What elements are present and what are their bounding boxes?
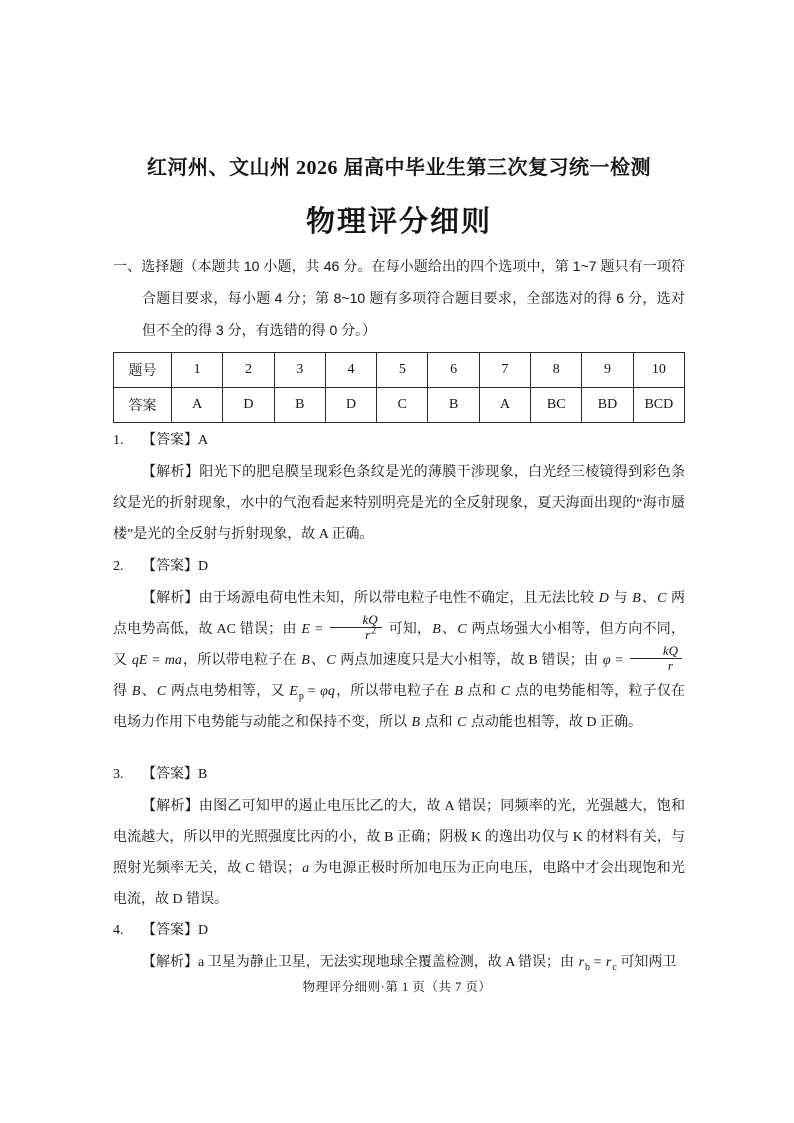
question-number-cell: 8 [531,353,582,388]
analysis-paragraph [113,582,685,738]
answer-line [113,758,685,790]
analysis-label: 【解析】 [142,589,199,605]
answer-label: 【答案】 [142,765,198,781]
answer-cell: A [479,388,530,423]
question-number-cell: 9 [582,353,633,388]
question-2-block [113,550,685,738]
analysis-paragraph [113,946,685,978]
answer-cell: BD [582,388,633,423]
question-number-cell: 3 [274,353,325,388]
question-number-cell: 5 [377,353,428,388]
document-title: 红河州、文山州 2026 届高中毕业生第三次复习统一检测 [147,157,651,179]
answer-value: B [198,767,208,782]
analysis-text: 阳光下的肥皂膜呈现彩色条纹是光的薄膜干涉现象，白光经三棱镜得到彩色条纹是光的折射现象，水中的气泡看起来特别明亮是光的全反射现象，夏天海面出现的“海市蜃楼”是光的全反射与折射现象，故 A 正确。 [113,465,686,542]
analysis-label: 【解析】 [142,797,199,813]
section-heading: 一、选择题（本题共 10 小题，共 46 分。在每小题给出的四个选项中，第 1~7 题只有一项符合题目要求，每小题 4 分；第 8~10 题有多项符合题目要求，全部选对的得 6 分，选对但不全的得 3 分，有选错的得 0 分。） [113,258,685,338]
analysis-paragraph [113,456,685,550]
question-number-cell: 4 [325,353,376,388]
answer-table-answer-row [114,388,685,423]
table-header-label: 题号 [114,353,172,388]
answer-cell: D [325,388,376,423]
question-number-cell: 6 [428,353,479,388]
analysis-label: 【解析】 [142,953,198,969]
answer-label: 【答案】 [142,431,198,447]
analysis-text: 由于场源电荷电性未知，所以带电粒子电性不确定，且无法比较 D 与 B、C 两点电势高低，故 AC 错误；由 E = $\frac{kQ}{r^2}$ 可知，B、C 两点场强大小相等，但方向不同，又 qE = ma，所以带电粒子在 B、C 两点加速度只是大小相等，故 B 错误；由 φ = $\frac{kQ}{r}$ 得 B、C 两点电势相等，又 $E_p = \varphi q$，所以带电粒子在 B 点和 C 点的电势能相等，粒子仅在电场力作用下电势能与动能之和保持不变，所以 B 点和 C 点动能也相等，故 D 正确。 [113,591,686,730]
question-number-cell: 2 [223,353,274,388]
question-1-block [113,424,685,550]
answer-cell: C [377,388,428,423]
document-subtitle: 物理评分细则 [305,206,492,238]
question-number-cell: 10 [633,353,684,388]
answer-value: A [198,433,209,448]
answer-line [113,914,685,946]
analysis-paragraph [113,790,685,915]
answer-value: D [198,923,209,938]
question-number: 3. [113,767,124,782]
answer-cell: BCD [633,388,684,423]
page-footer: 物理评分细则·第 1 页（共 7 页） [302,980,492,994]
question-number: 2. [113,559,124,574]
answer-cell: B [428,388,479,423]
answer-cell: B [274,388,325,423]
answer-line [113,424,685,456]
answer-table [113,352,685,423]
answer-cell: A [172,388,223,423]
answer-label: 【答案】 [142,921,198,937]
question-number-cell: 7 [479,353,530,388]
table-answer-label: 答案 [114,388,172,423]
answer-cell: D [223,388,274,423]
analysis-text: 由图乙可知甲的遏止电压比乙的大，故 A 错误；同频率的光，光强越大，饱和电流越大，所以甲的光照强度比丙的小，故 B 正确；阴极 K 的逸出功仅与 K 的材料有关，与照射光频率无关，故 C 错误；a 为电源正极时所加电压为正向电压，电路中才会出现饱和光电流，故 D 错误。 [113,799,686,907]
question-number: 1. [113,433,124,448]
question-number-cell: 1 [172,353,223,388]
question-4-block [113,914,685,978]
answer-line [113,550,685,582]
answer-cell: BC [531,388,582,423]
analysis-text: a 卫星为静止卫星，无法实现地球全覆盖检测，故 A 错误；由 $r_b = r_c$ 可知两卫 [198,955,677,973]
question-number: 4. [113,923,124,938]
answer-label: 【答案】 [142,557,198,573]
answer-table-number-row [114,353,685,388]
analysis-label: 【解析】 [142,463,200,479]
answer-value: D [198,559,209,574]
question-3-block [113,758,685,915]
